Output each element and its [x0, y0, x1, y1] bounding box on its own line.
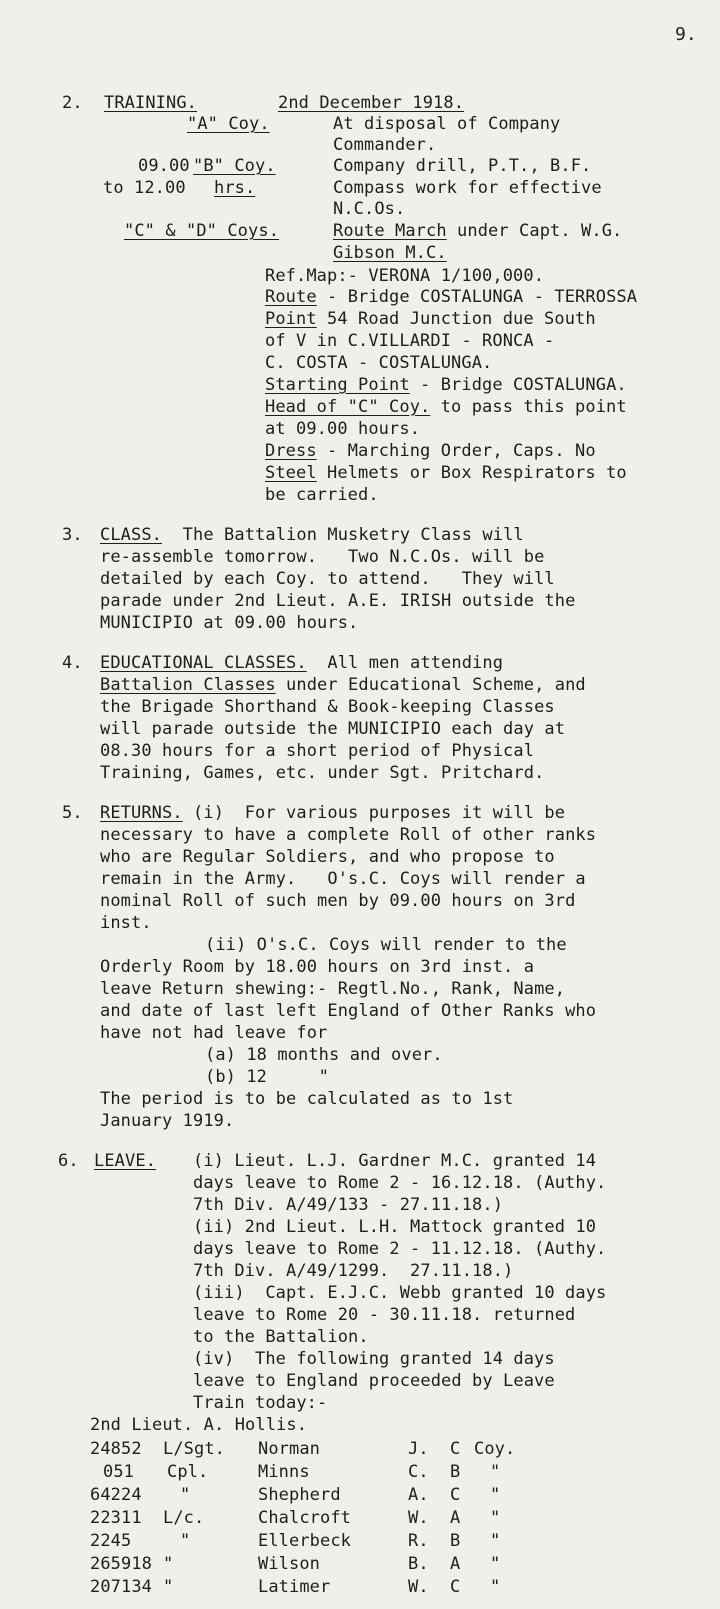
section-3-line-5: MUNICIPIO at 09.00 hours. [100, 613, 359, 633]
section-2-date: 2nd December 1918. [278, 93, 465, 113]
roster-no: 22311 [90, 1508, 142, 1528]
dress-text: - Marching Order, Caps. No [316, 441, 596, 461]
section-6-line-10: (iv) The following granted 14 days [193, 1349, 555, 1369]
roster-suffix: " [490, 1462, 501, 1482]
roster-suffix: Coy. [474, 1439, 516, 1459]
section-4-line-2 [100, 674, 586, 696]
roster-rank: Cpl. [167, 1462, 209, 1482]
roster-coy: B [450, 1462, 461, 1482]
starting-point-text: - Bridge COSTALUNGA. [409, 375, 627, 395]
roster-initial: R. [408, 1531, 429, 1551]
route-line-4: C. COSTA - COSTALUNGA. [265, 353, 493, 373]
section-4-line-1 [100, 652, 503, 674]
section-5-line-8: Orderly Room by 18.00 hours on 3rd inst. a [100, 957, 535, 977]
roster-coy: C [450, 1485, 461, 1505]
dress-2-rest: Helmets or Box Respirators to [316, 463, 627, 483]
section-5-line-14: The period is to be calculated as to 1st [100, 1089, 514, 1109]
route-march-rest: under Capt. W.G. [446, 221, 623, 241]
route-text: - Bridge COSTALUNGA - TERROSSA [316, 287, 638, 307]
roster-name: Shepherd [258, 1485, 341, 1505]
roster-name: Minns [258, 1462, 310, 1482]
section-6-line-13: 2nd Lieut. A. Hollis. [90, 1415, 308, 1435]
section-6-line-4: (ii) 2nd Lieut. L.H. Mattock granted 10 [193, 1217, 597, 1237]
route-march-label: Route March [333, 221, 447, 241]
section-6-line-6: 7th Div. A/49/1299. 27.11.18.) [193, 1261, 514, 1281]
section-4-line-2-underlined: Battalion Classes [100, 675, 276, 695]
roster-rank: " [180, 1531, 191, 1551]
starting-point-label: Starting Point [265, 375, 410, 395]
section-6-heading: LEAVE. [94, 1151, 157, 1171]
roster-no: 64224 [90, 1485, 142, 1505]
section-5-line-9: leave Return shewing:- Regtl.No., Rank, Name, [100, 979, 566, 999]
section-5-line-10: and date of last left England of Other Ranks who [100, 1001, 597, 1021]
section-4-line-1-text: All men attending [306, 653, 504, 673]
roster-suffix: " [490, 1508, 501, 1528]
section-5-heading: RETURNS. [100, 803, 183, 823]
route-line-2 [265, 308, 596, 330]
roster-name: Ellerbeck [258, 1531, 352, 1551]
roster-coy: C [450, 1439, 461, 1459]
a-coy-text-2: Commander. [333, 135, 437, 155]
roster-rank: L/Sgt. [163, 1439, 226, 1459]
section-4-line-4: will parade outside the MUNICIPIO each day at [100, 719, 566, 739]
section-3-line-2: re-assemble tomorrow. Two N.C.Os. will be [100, 547, 545, 567]
section-6-number: 6. [58, 1151, 79, 1171]
section-3-heading: CLASS. [100, 525, 163, 545]
section-4-number: 4. [62, 653, 83, 673]
section-5-line-1 [100, 802, 565, 824]
section-6-line-2: days leave to Rome 2 - 16.12.18. (Authy. [193, 1173, 607, 1193]
dress-line-2 [265, 462, 627, 484]
section-4-line-3: the Brigade Shorthand & Book-keeping Classes [100, 697, 555, 717]
section-6-line-1: (i) Lieut. L.J. Gardner M.C. granted 14 [193, 1151, 597, 1171]
roster-no: 051 [103, 1462, 135, 1482]
page-number: 9. [675, 24, 697, 45]
roster-initial: C. [408, 1462, 429, 1482]
starting-point-line [265, 374, 627, 396]
head-coy-line [265, 396, 627, 418]
head-coy-label: Head of "C" Coy. [265, 397, 431, 417]
section-3-number: 3. [62, 525, 83, 545]
section-5-line-1-text: (i) For various purposes it will be [182, 803, 566, 823]
dress-line-1 [265, 440, 596, 462]
a-coy-text-1: At disposal of Company [333, 114, 561, 134]
section-6-line-7: (iii) Capt. E.J.C. Webb granted 10 days [193, 1283, 607, 1303]
section-2-heading: TRAINING. [104, 93, 198, 113]
roster-no: 24852 [90, 1439, 142, 1459]
section-3-line-1-text: The Battalion Musketry Class will [162, 525, 524, 545]
section-4-line-6: Training, Games, etc. under Sgt. Pritchard. [100, 763, 545, 783]
section-5-line-2: necessary to have a complete Roll of other ranks [100, 825, 597, 845]
roster-name: Norman [258, 1439, 321, 1459]
roster-no: 207134 [90, 1577, 153, 1597]
roster-name: Wilson [258, 1554, 321, 1574]
steel-label: Steel [265, 463, 317, 483]
section-5-line-3: who are Regular Soldiers, and who propose to [100, 847, 555, 867]
section-6-line-3: 7th Div. A/49/133 - 27.11.18.) [193, 1195, 504, 1215]
b-coy-label: "B" Coy. [193, 156, 276, 176]
roster-initial: W. [408, 1508, 429, 1528]
section-5-line-6: inst. [100, 913, 152, 933]
b-coy-text-1: Company drill, P.T., B.F. [333, 156, 592, 176]
roster-suffix: " [490, 1531, 501, 1551]
roster-initial: A. [408, 1485, 429, 1505]
roster-coy: A [450, 1508, 461, 1528]
section-3-line-4: parade under 2nd Lieut. A.E. IRISH outside the [100, 591, 576, 611]
section-4-heading: EDUCATIONAL CLASSES. [100, 653, 307, 673]
gibson-line: Gibson M.C. [333, 243, 447, 263]
route-label: Route [265, 287, 317, 307]
roster-name: Chalcroft [258, 1508, 352, 1528]
roster-coy: A [450, 1554, 461, 1574]
section-2-number: 2. [62, 93, 83, 113]
section-6-line-5: days leave to Rome 2 - 11.12.18. (Authy. [193, 1239, 607, 1259]
roster-initial: J. [408, 1439, 429, 1459]
section-5-line-15: January 1919. [100, 1111, 235, 1131]
point-label: Point [265, 309, 317, 329]
roster-rank: " [163, 1554, 174, 1574]
roster-suffix: " [490, 1485, 501, 1505]
roster-initial: B. [408, 1554, 429, 1574]
roster-no: 265918 [90, 1554, 153, 1574]
dress-line-3: be carried. [265, 485, 379, 505]
section-5-line-13: (b) 12 " [205, 1067, 330, 1087]
section-5-line-4: remain in the Army. O's.C. Coys will render a [100, 869, 586, 889]
time-hrs: hrs. [214, 178, 256, 198]
roster-rank: " [163, 1577, 174, 1597]
head-coy-rest: to pass this point [430, 397, 627, 417]
roster-no: 2245 [90, 1531, 132, 1551]
route-2-rest: 54 Road Junction due South [316, 309, 596, 329]
roster-suffix: " [490, 1577, 501, 1597]
section-6-line-8: leave to Rome 20 - 30.11.18. returned [193, 1305, 576, 1325]
section-6-line-11: leave to England proceeded by Leave [193, 1371, 555, 1391]
section-5-line-12: (a) 18 months and over. [205, 1045, 443, 1065]
section-3-line-3: detailed by each Coy. to attend. They will [100, 569, 555, 589]
b-coy-text-2: Compass work for effective [333, 178, 602, 198]
roster-suffix: " [490, 1554, 501, 1574]
roster-rank: " [180, 1485, 191, 1505]
ref-map: Ref.Map:- VERONA 1/100,000. [265, 266, 545, 286]
route-line-3: of V in C.VILLARDI - RONCA - [265, 331, 555, 351]
roster-name: Latimer [258, 1577, 331, 1597]
roster-coy: B [450, 1531, 461, 1551]
time-start: 09.00 [138, 156, 190, 176]
section-5-line-5: nominal Roll of such men by 09.00 hours on 3rd [100, 891, 576, 911]
section-6-line-12: Train today:- [193, 1393, 328, 1413]
starting-time: at 09.00 hours. [265, 419, 421, 439]
dress-label: Dress [265, 441, 317, 461]
section-5-number: 5. [62, 803, 83, 823]
section-4-line-2-text: under Educational Scheme, and [275, 675, 586, 695]
a-coy-label: "A" Coy. [187, 114, 270, 134]
section-5-line-7: (ii) O's.C. Coys will render to the [205, 935, 567, 955]
section-6-line-9: to the Battalion. [193, 1327, 369, 1347]
time-end: to 12.00 [103, 178, 186, 198]
route-line-1 [265, 286, 637, 308]
section-3-line-1 [100, 524, 524, 546]
roster-coy: C [450, 1577, 461, 1597]
section-4-line-5: 08.30 hours for a short period of Physical [100, 741, 535, 761]
roster-initial: W. [408, 1577, 429, 1597]
roster-rank: L/c. [163, 1508, 205, 1528]
route-march-line [333, 220, 622, 242]
cd-coys-label: "C" & "D" Coys. [124, 221, 280, 241]
b-coy-text-3: N.C.Os. [333, 199, 406, 219]
section-5-line-11: have not had leave for [100, 1023, 328, 1043]
